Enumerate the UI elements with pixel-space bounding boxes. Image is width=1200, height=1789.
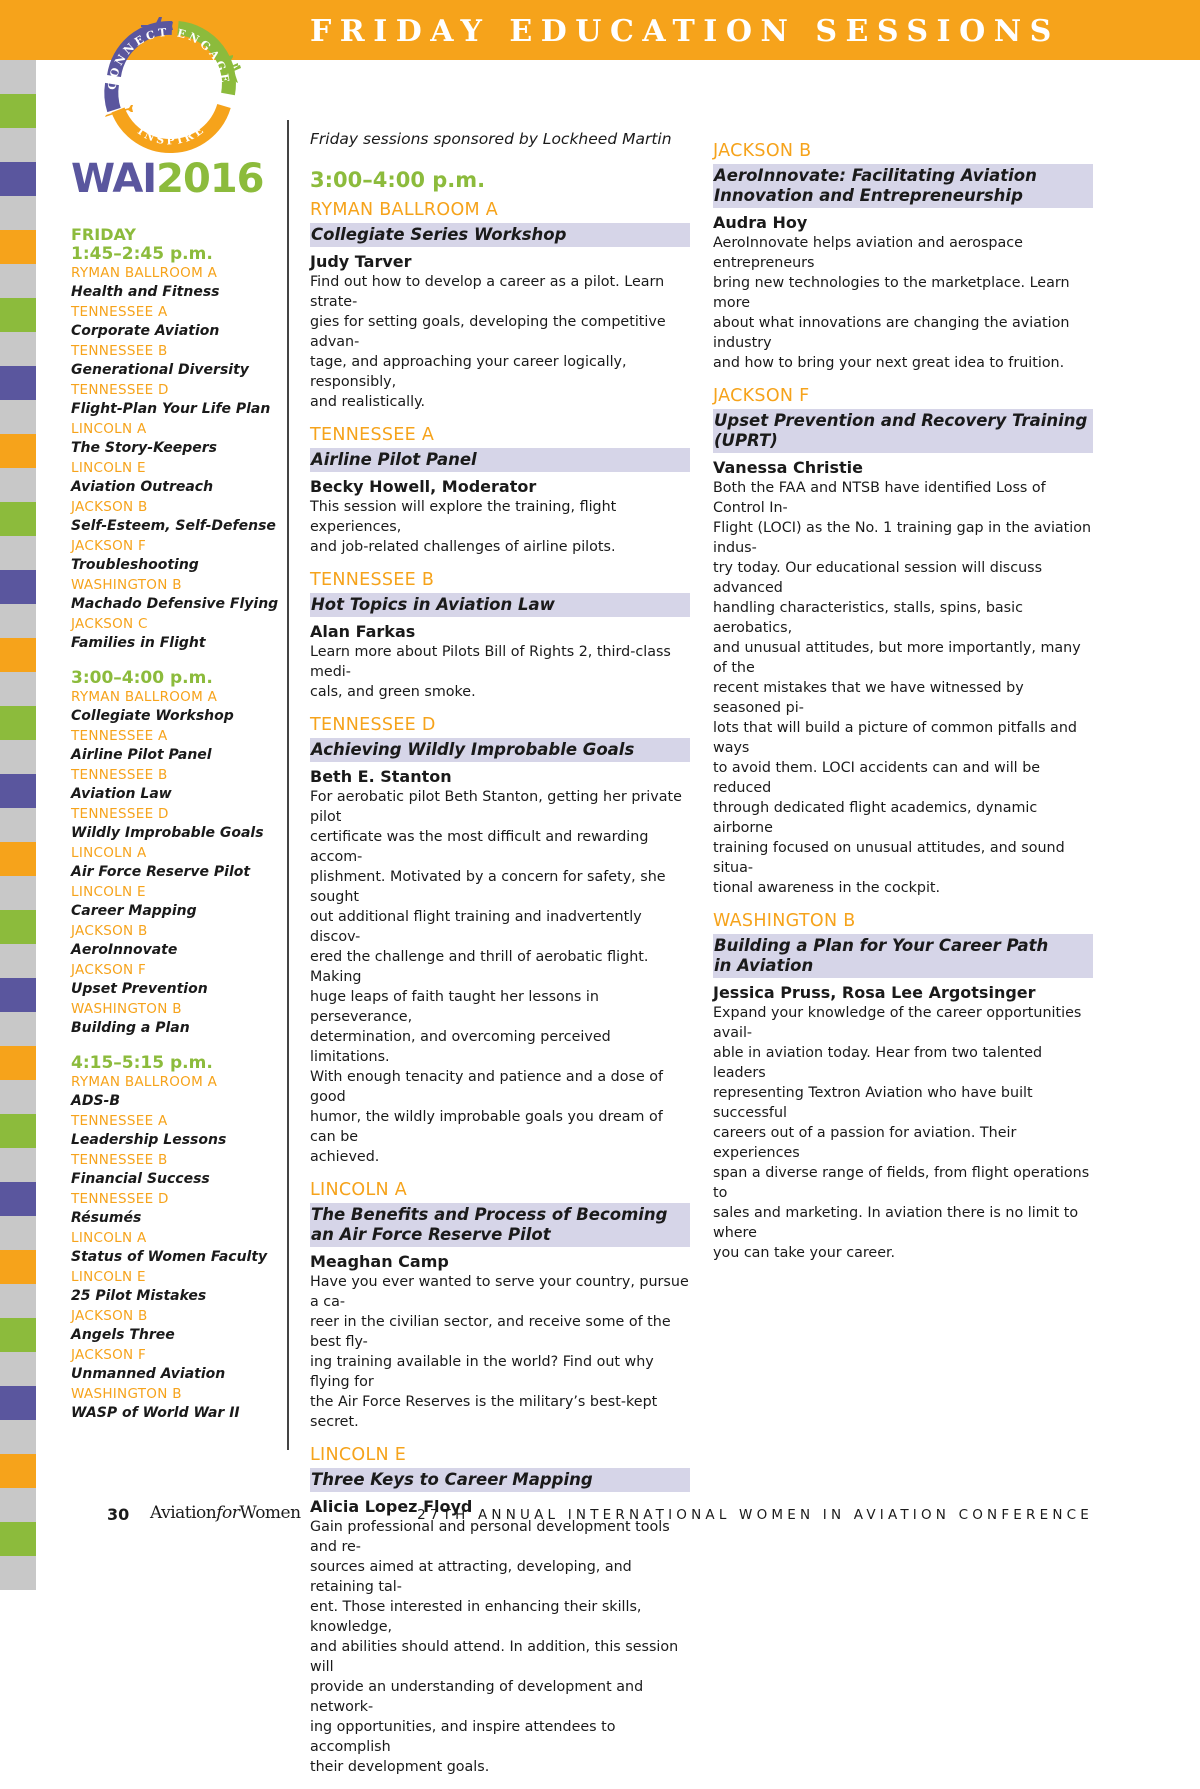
strip-segment — [0, 502, 36, 536]
slot-location: TENNESSEE B — [71, 343, 168, 359]
session-block — [310, 569, 690, 702]
slot-location: LINCOLN E — [71, 1269, 146, 1285]
side-color-strip — [0, 60, 36, 1558]
session-location: LINCOLN E — [310, 1445, 407, 1465]
slot-session-title: Career Mapping — [71, 903, 197, 919]
session-block — [713, 910, 1093, 1263]
slot-location: TENNESSEE D — [71, 382, 169, 398]
wai-text: WAI — [71, 156, 157, 202]
strip-segment — [0, 434, 36, 468]
strip-segment — [0, 1522, 36, 1556]
session-block — [310, 1179, 690, 1432]
slot-location: WASHINGTON B — [71, 1001, 182, 1017]
session-description: Have you ever wanted to serve your country, pursue a ca- reer in the civilian sector, and receive some of the best fly- ing training available in the world? Find out why flying for the Air Force Reserves is the military’s best-kept secret. — [310, 1274, 689, 1430]
strip-segment — [0, 366, 36, 400]
session-title: Hot Topics in Aviation Law — [310, 593, 690, 617]
session-location: JACKSON F — [713, 386, 810, 406]
slot-session-title: Troubleshooting — [71, 557, 199, 573]
main-column — [310, 128, 690, 1789]
slot-location: RYMAN BALLROOM A — [71, 265, 218, 281]
slot-session-title: Leadership Lessons — [71, 1132, 227, 1148]
session-block — [713, 140, 1093, 373]
session-location: WASHINGTON B — [713, 911, 856, 931]
slot-location: JACKSON B — [71, 499, 148, 515]
slot-session-title: 25 Pilot Mistakes — [71, 1288, 207, 1304]
session-speaker: Alicia Lopez Floyd — [310, 1497, 473, 1516]
strip-segment — [0, 1488, 36, 1522]
strip-segment — [0, 910, 36, 944]
page-footer — [107, 1503, 1097, 1529]
logo-connect-engage: CONNECT ENGAGE — [105, 25, 233, 91]
strip-segment — [0, 740, 36, 774]
session-speaker: Jessica Pruss, Rosa Lee Argotsinger — [713, 983, 1036, 1002]
strip-segment — [0, 468, 36, 502]
slot-location: LINCOLN A — [71, 1230, 147, 1246]
session-title: Three Keys to Career Mapping — [310, 1468, 690, 1492]
session-list-main — [310, 199, 690, 1777]
slot-location: JACKSON B — [71, 1308, 148, 1324]
wai-logo — [86, 10, 252, 160]
strip-segment — [0, 1046, 36, 1080]
strip-segment — [0, 128, 36, 162]
session-title: Airline Pilot Panel — [310, 448, 690, 472]
page-title: FRIDAY EDUCATION SESSIONS — [310, 14, 1060, 49]
slot-location: TENNESSEE D — [71, 1191, 169, 1207]
slot-location: RYMAN BALLROOM A — [71, 1074, 218, 1090]
slot-session-title: Families in Flight — [71, 635, 206, 651]
strip-segment — [0, 1216, 36, 1250]
slot-location: LINCOLN A — [71, 845, 147, 861]
session-speaker: Audra Hoy — [713, 213, 808, 232]
session-time-heading: 3:00–4:00 p.m. — [310, 168, 486, 192]
session-speaker: Alan Farkas — [310, 622, 416, 641]
slot-location: LINCOLN E — [71, 884, 146, 900]
slot-session-title: Aviation Outreach — [71, 479, 214, 495]
slot-location: TENNESSEE A — [71, 728, 168, 744]
session-description: Expand your knowledge of the career opportunities avail- able in aviation today. Hear from two talented leaders representing Textron Aviation who have built successful careers out of a passion for aviation. Their experiences span a diverse range of fields, from flight operations to sales and marketing. In aviation there is no limit to where you can take your career. — [713, 1005, 1090, 1261]
slot-session-title: Unmanned Aviation — [71, 1366, 226, 1382]
slot-location: WASHINGTON B — [71, 1386, 182, 1402]
session-description: Learn more about Pilots Bill of Rights 2, third-class medi- cals, and green smoke. — [310, 644, 671, 700]
strip-segment — [0, 536, 36, 570]
slot-session-title: Generational Diversity — [71, 362, 249, 378]
strip-segment — [0, 672, 36, 706]
strip-segment — [0, 842, 36, 876]
slot-session-title: Air Force Reserve Pilot — [71, 864, 251, 880]
strip-segment — [0, 94, 36, 128]
strip-segment — [0, 1386, 36, 1420]
slot-session-title: Angels Three — [71, 1327, 175, 1343]
session-location: JACKSON B — [713, 141, 812, 161]
slot-time: 3:00–4:00 p.m. — [71, 668, 213, 688]
slot-session-title: Collegiate Workshop — [71, 708, 234, 724]
slot-location: JACKSON F — [71, 538, 147, 554]
strip-segment — [0, 298, 36, 332]
slot-session-title: Upset Prevention — [71, 981, 208, 997]
slot-location: JACKSON C — [71, 616, 148, 632]
strip-segment — [0, 230, 36, 264]
strip-segment — [0, 774, 36, 808]
slot-time: 4:15–5:15 p.m. — [71, 1053, 213, 1073]
slot-location: TENNESSEE D — [71, 806, 169, 822]
strip-segment — [0, 196, 36, 230]
slot-session-title: Corporate Aviation — [71, 323, 220, 339]
schedule-slots — [71, 244, 281, 1424]
session-title: AeroInnovate: Facilitating Aviation Innovation and Entrepreneurship — [713, 164, 1093, 208]
session-description: This session will explore the training, flight experiences, and job-related challenges of airline pilots. — [310, 499, 617, 555]
session-speaker: Meaghan Camp — [310, 1252, 449, 1271]
strip-segment — [0, 1556, 36, 1590]
strip-segment — [0, 1012, 36, 1046]
session-location: TENNESSEE A — [310, 425, 435, 445]
strip-segment — [0, 1284, 36, 1318]
session-title: Collegiate Series Workshop — [310, 223, 690, 247]
slot-location: RYMAN BALLROOM A — [71, 689, 218, 705]
strip-segment — [0, 570, 36, 604]
slot-session-title: Self-Esteem, Self-Defense — [71, 518, 276, 534]
schedule-sidebar — [71, 226, 281, 1438]
session-description: Find out how to develop a career as a pilot. Learn strate- gies for setting goals, developing the competitive advan- tage, and approaching your career logically, responsibly, and realistically. — [310, 274, 666, 410]
slot-session-title: Health and Fitness — [71, 284, 220, 300]
strip-segment — [0, 876, 36, 910]
magazine-name-a: Aviation — [150, 1503, 217, 1523]
page-number: 30 — [107, 1505, 130, 1524]
schedule-slot — [71, 1053, 281, 1424]
strip-segment — [0, 1148, 36, 1182]
slot-session-title: Résumés — [71, 1210, 142, 1226]
magazine-name — [150, 1503, 301, 1523]
strip-segment — [0, 1420, 36, 1454]
wai-2016-title — [71, 156, 264, 202]
strip-segment — [0, 706, 36, 740]
session-title: Upset Prevention and Recovery Training (UPRT) — [713, 409, 1093, 453]
strip-segment — [0, 1114, 36, 1148]
session-block — [310, 424, 690, 557]
strip-segment — [0, 1182, 36, 1216]
sponsor-note: Friday sessions sponsored by Lockheed Martin — [310, 130, 672, 148]
session-speaker: Vanessa Christie — [713, 458, 863, 477]
slot-time: 1:45–2:45 p.m. — [71, 244, 213, 264]
slot-session-title: AeroInnovate — [71, 942, 178, 958]
slot-session-title: Status of Women Faculty — [71, 1249, 268, 1265]
slot-session-title: The Story-Keepers — [71, 440, 217, 456]
right-column — [713, 140, 1093, 1275]
slot-session-title: Airline Pilot Panel — [71, 747, 212, 763]
strip-segment — [0, 1352, 36, 1386]
magazine-name-c: Women — [239, 1503, 301, 1523]
strip-segment — [0, 1250, 36, 1284]
slot-location: TENNESSEE B — [71, 767, 168, 783]
year-text: 2016 — [156, 156, 264, 202]
slot-location: TENNESSEE A — [71, 1113, 168, 1129]
session-description: For aerobatic pilot Beth Stanton, getting her private pilot certificate was the most difficult and rewarding accom- plishment. Motivated by a concern for safety, she sought out additional flight training and inadvertently discov- ered the challenge and thrill of aerobatic flight. Making huge leaps of faith taught her lessons in perseverance, determination, and overcoming perceived limitations. With enough tenacity and patience and a dose of good humor, the wildly improbable goals you dream of can be achieved. — [310, 789, 682, 1165]
session-location: TENNESSEE B — [310, 570, 435, 590]
slot-location: LINCOLN E — [71, 460, 146, 476]
session-speaker: Judy Tarver — [310, 252, 412, 271]
slot-session-title: Wildly Improbable Goals — [71, 825, 264, 841]
session-location: RYMAN BALLROOM A — [310, 200, 499, 220]
session-block — [310, 1444, 690, 1777]
slot-location: JACKSON B — [71, 923, 148, 939]
strip-segment — [0, 264, 36, 298]
schedule-slot — [71, 244, 281, 654]
strip-segment — [0, 978, 36, 1012]
logo-inspire: INSPIRE — [135, 122, 209, 148]
column-divider — [287, 120, 289, 1450]
slot-session-title: WASP of World War II — [71, 1405, 240, 1421]
strip-segment — [0, 1454, 36, 1488]
strip-segment — [0, 944, 36, 978]
slot-location: WASHINGTON B — [71, 577, 182, 593]
strip-segment — [0, 60, 36, 94]
slot-location: TENNESSEE A — [71, 304, 168, 320]
strip-segment — [0, 162, 36, 196]
slot-location: JACKSON F — [71, 1347, 147, 1363]
session-speaker: Beth E. Stanton — [310, 767, 452, 786]
session-title: Achieving Wildly Improbable Goals — [310, 738, 690, 762]
session-description: Both the FAA and NTSB have identified Loss of Control In- Flight (LOCI) as the No. 1 training gap in the aviation indus- try today. Our educational session will discuss advanced handling characteristics, stalls, spins, basic aerobatics, and unusual attitudes, but more importantly, many of the recent mistakes that we have witnessed by seasoned pi- lots that will build a picture of common pitfalls and ways to avoid them. LOCI accidents can and will be reduced through dedicated flight academics, dynamic airborne training focused on unusual attitudes, and sound situa- tional awareness in the cockpit. — [713, 480, 1092, 896]
slot-location: LINCOLN A — [71, 421, 147, 437]
session-title: Building a Plan for Your Career Path in Aviation — [713, 934, 1093, 978]
session-block — [310, 199, 690, 412]
session-block — [713, 385, 1093, 898]
day-label: FRIDAY — [71, 225, 136, 244]
session-block — [310, 714, 690, 1167]
slot-session-title: Machado Defensive Flying — [71, 596, 279, 612]
slot-session-title: Financial Success — [71, 1171, 210, 1187]
slot-location: TENNESSEE B — [71, 1152, 168, 1168]
strip-segment — [0, 332, 36, 366]
strip-segment — [0, 638, 36, 672]
conference-name: 27TH ANNUAL INTERNATIONAL WOMEN IN AVIATION CONFERENCE — [417, 1507, 1093, 1523]
slot-location: JACKSON F — [71, 962, 147, 978]
slot-session-title: ADS-B — [71, 1093, 121, 1109]
session-list-right — [713, 140, 1093, 1263]
session-description: AeroInnovate helps aviation and aerospace entrepreneurs bring new technologies to the marketplace. Learn more about what innovations are changing the aviation industry and how to bring your next great idea to fruition. — [713, 235, 1070, 371]
session-location: LINCOLN A — [310, 1180, 408, 1200]
session-speaker: Becky Howell, Moderator — [310, 477, 537, 496]
magazine-name-b: for — [216, 1503, 240, 1523]
slot-session-title: Flight-Plan Your Life Plan — [71, 401, 271, 417]
schedule-slot — [71, 668, 281, 1039]
strip-segment — [0, 1318, 36, 1352]
session-location: TENNESSEE D — [310, 715, 436, 735]
strip-segment — [0, 1080, 36, 1114]
strip-segment — [0, 604, 36, 638]
session-description: Gain professional and personal development tools and re- sources aimed at attracting, developing, and retaining tal- ent. Those interested in enhancing their skills, knowledge, and abilities should attend. In addition, this session will provide an understanding of development and network- ing opportunities, and inspire attendees to accomplish their development goals. — [310, 1519, 679, 1775]
session-title: The Benefits and Process of Becoming an Air Force Reserve Pilot — [310, 1203, 690, 1247]
strip-segment — [0, 400, 36, 434]
strip-segment — [0, 808, 36, 842]
slot-session-title: Aviation Law — [71, 786, 172, 802]
slot-session-title: Building a Plan — [71, 1020, 190, 1036]
